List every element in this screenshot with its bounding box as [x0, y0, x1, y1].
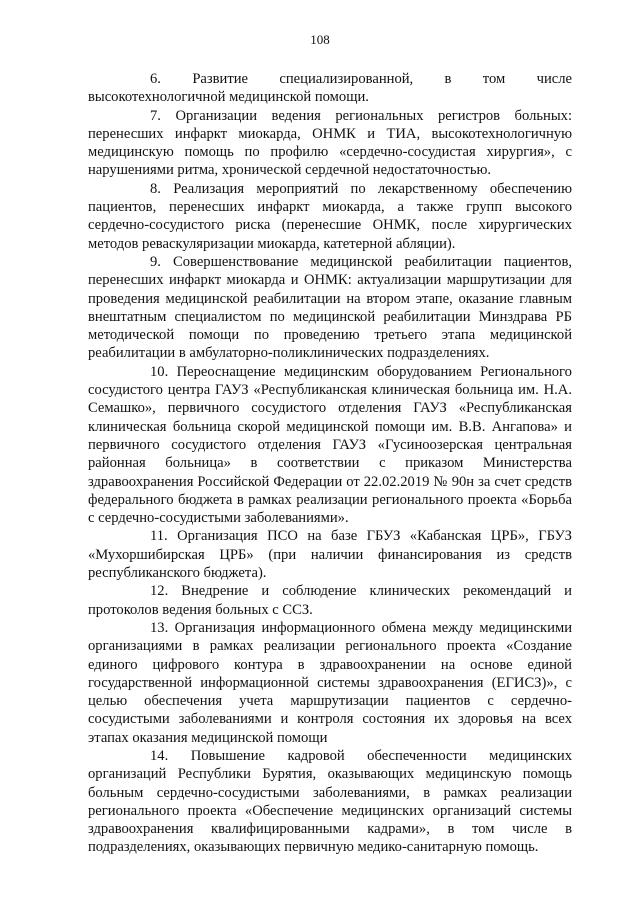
item-number: 12.: [150, 583, 169, 600]
item-number: 7.: [150, 107, 161, 124]
item-text: Повышение кадровой обеспеченности медицинских организаций Республики Бурятия, оказывающих медицинскую помощь больным сердечно-сосудистыми заболеваниями, в рамках реализации регионального проекта «Обеспечение медицинских организаций системы здравоохранения квалифицированными кадрами», в том числе в подразделениях, оказывающих первичную медико-санитарную помощь.: [88, 747, 572, 856]
list-item: [88, 619, 572, 747]
list-item: [88, 70, 572, 107]
item-text: Совершенствование медицинской реабилитации пациентов, перенесших инфаркт миокарда и ОНМК: актуализации маршрутизации для проведения медицинской реабилитации на втором этапе, оказание главным внештатным специалистом по медицинской реабилитации Минздрава РБ методической помощи по проведению третьего этапа медицинской реабилитации в амбулаторно-поликлинических подразделениях.: [88, 253, 572, 362]
item-text: Организация ПСО на базе ГБУЗ «Кабанская ЦРБ», ГБУЗ «Мухоршибирская ЦРБ» (при наличии финансирования из средств республиканского бюджета).: [88, 528, 572, 582]
item-text: Развитие специализированной, в том числе высокотехнологичной медицинской помощи.: [88, 71, 572, 106]
list-item: [88, 582, 572, 619]
document-body: [88, 70, 572, 857]
item-text: Внедрение и соблюдение клинических рекомендаций и протоколов ведения больных с ССЗ.: [88, 583, 572, 618]
item-number: 6.: [150, 71, 161, 87]
item-text: Организации ведения региональных регистров больных: перенесших инфаркт миокарда, ОНМК и ТИА, высокотехнологичную медицинскую помощь по профилю «сердечно-сосудистая хирургия», с нарушениями ритма, хронической сердечной недостаточностью.: [88, 107, 572, 179]
item-number: 9.: [150, 253, 161, 270]
item-text: Реализация мероприятий по лекарственному обеспечению пациентов, перенесших инфаркт миокарда, а также групп высокого сердечно-сосудистого риска (перенесшие ОНМК, после хирургических методов реваскуляризации миокарда, катетерной абляции).: [88, 180, 572, 252]
item-text: Переоснащение медицинским оборудованием Регионального сосудистого центра ГАУЗ «Республиканская клиническая больница им. Н.А. Семашко», первичного сосудистого отделения ГАУЗ «Республиканская клиническая больница скорой медицинской помощи им. В.В. Ангапова» и первичного сосудистого отделения ГАУЗ «Гусиноозерская центральная районная больница» в соответствии с приказом Министерства здравоохранения Российской Федерации от 22.02.2019 № 90н за счет средств федерального бюджета в рамках реализации регионального проекта «Борьба с сердечно-сосудистыми заболеваниями».: [88, 363, 572, 527]
list-item: [88, 747, 572, 857]
list-item: [88, 527, 572, 582]
item-number: 14.: [150, 747, 169, 764]
item-text: Организация информационного обмена между медицинскими организациями в рамках реализации регионального проекта «Создание единого цифрового контура в здравоохранении на основе единой государственной информационной системы здравоохранения (ЕГИСЗ)», с целью обеспечения учета маршрутизации пациентов с сердечно-сосудистыми заболеваниями и контроля состояния их здоровья на всех этапах оказания медицинской помощи: [88, 619, 573, 746]
item-number: 10.: [150, 363, 169, 380]
item-number: 11.: [150, 528, 168, 545]
item-number: 8.: [150, 180, 161, 197]
page-number: 108: [310, 32, 330, 47]
list-item: [88, 107, 572, 180]
list-item: [88, 363, 572, 528]
list-item: [88, 180, 572, 253]
list-item: [88, 253, 572, 363]
item-number: 13.: [150, 619, 169, 636]
